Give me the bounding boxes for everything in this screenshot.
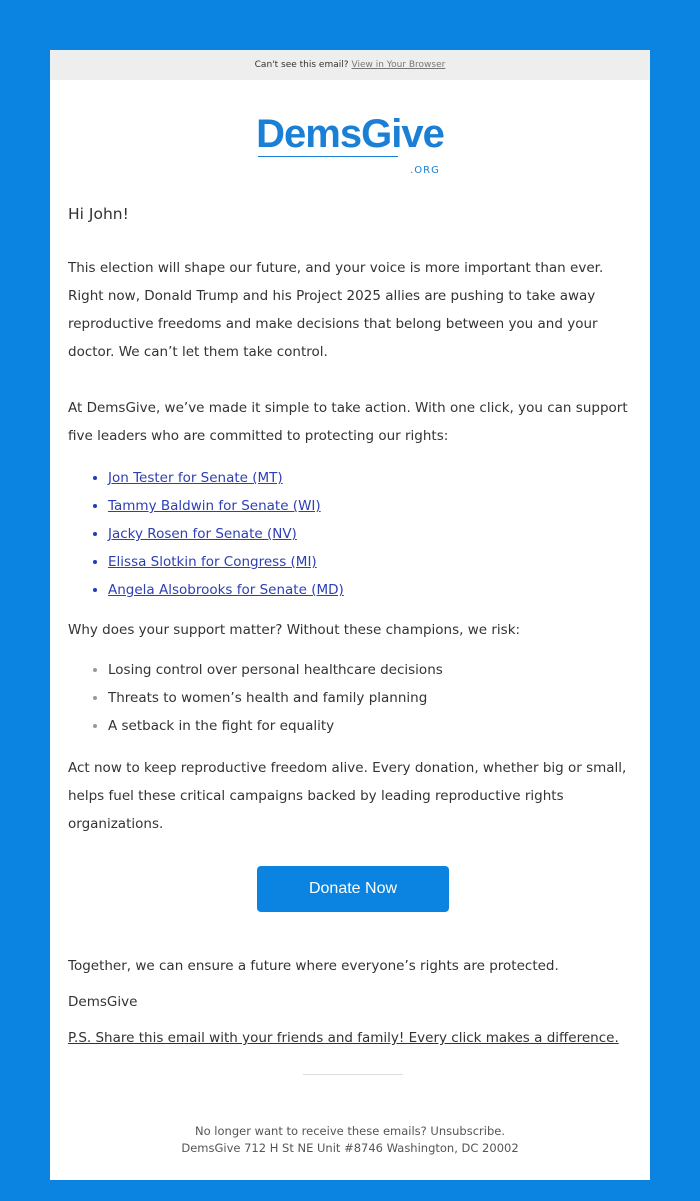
- greeting: Hi John!: [68, 205, 129, 223]
- list-item: [108, 492, 638, 520]
- candidate-link-rosen[interactable]: Jacky Rosen for Senate (NV): [108, 526, 297, 542]
- donate-now-button[interactable]: Donate Now: [257, 866, 449, 912]
- logo-underline: [258, 156, 398, 157]
- why-paragraph: Why does your support matter? Without these champions, we risk:: [68, 622, 521, 638]
- list-item: [108, 464, 638, 492]
- view-in-browser-link[interactable]: View in Your Browser: [351, 60, 446, 70]
- candidate-link-tester[interactable]: Jon Tester for Senate (MT): [108, 470, 283, 486]
- act-now-paragraph: Act now to keep reproductive freedom alive. Every donation, whether big or small, helps fuel these critical campaigns backed by leading reproductive rights organizations.: [68, 760, 627, 832]
- list-item: [108, 548, 638, 576]
- divider: [303, 1074, 403, 1075]
- signature: DemsGive: [68, 994, 138, 1010]
- email-card: [50, 50, 650, 1180]
- list-item: [108, 576, 638, 604]
- candidate-link-baldwin[interactable]: Tammy Baldwin for Senate (WI): [108, 498, 321, 514]
- footer: [50, 1123, 650, 1157]
- ps-share-link[interactable]: P.S. Share this email with your friends and family! Every click makes a difference.: [68, 1030, 619, 1046]
- list-item: • Threats to women’s health and family planning: [108, 684, 638, 712]
- action-paragraph: At DemsGive, we’ve made it simple to take action. With one click, you can support five leaders who are committed to protecting our rights:: [68, 400, 628, 444]
- email-body: [68, 200, 638, 1075]
- logo-text: DemsGive: [256, 112, 444, 156]
- candidate-list: [68, 464, 638, 604]
- logo-suffix: .ORG: [410, 165, 440, 176]
- list-item: • Losing control over personal healthcare decisions: [108, 656, 638, 684]
- list-item: [108, 520, 638, 548]
- browser-view-bar: [50, 50, 650, 80]
- unsubscribe-text[interactable]: No longer want to receive these emails? Unsubscribe.: [195, 1124, 505, 1138]
- logo: [50, 112, 650, 176]
- candidate-link-alsobrooks[interactable]: Angela Alsobrooks for Senate (MD): [108, 582, 344, 598]
- risk-list: [68, 656, 638, 740]
- list-item: • A setback in the fight for equality: [108, 712, 638, 740]
- together-paragraph: Together, we can ensure a future where everyone’s rights are protected.: [68, 958, 559, 974]
- donate-container: [68, 866, 638, 912]
- mailing-address: DemsGive 712 H St NE Unit #8746 Washington, DC 20002: [181, 1141, 519, 1155]
- cant-see-text: Can't see this email?: [254, 60, 349, 70]
- candidate-link-slotkin[interactable]: Elissa Slotkin for Congress (MI): [108, 554, 317, 570]
- intro-paragraph: This election will shape our future, and your voice is more important than ever. Right now, Donald Trump and his Project 2025 allies are pushing to take away reproductive freedoms and make decisions that belong between you and your doctor. We can’t let them take control.: [68, 260, 604, 360]
